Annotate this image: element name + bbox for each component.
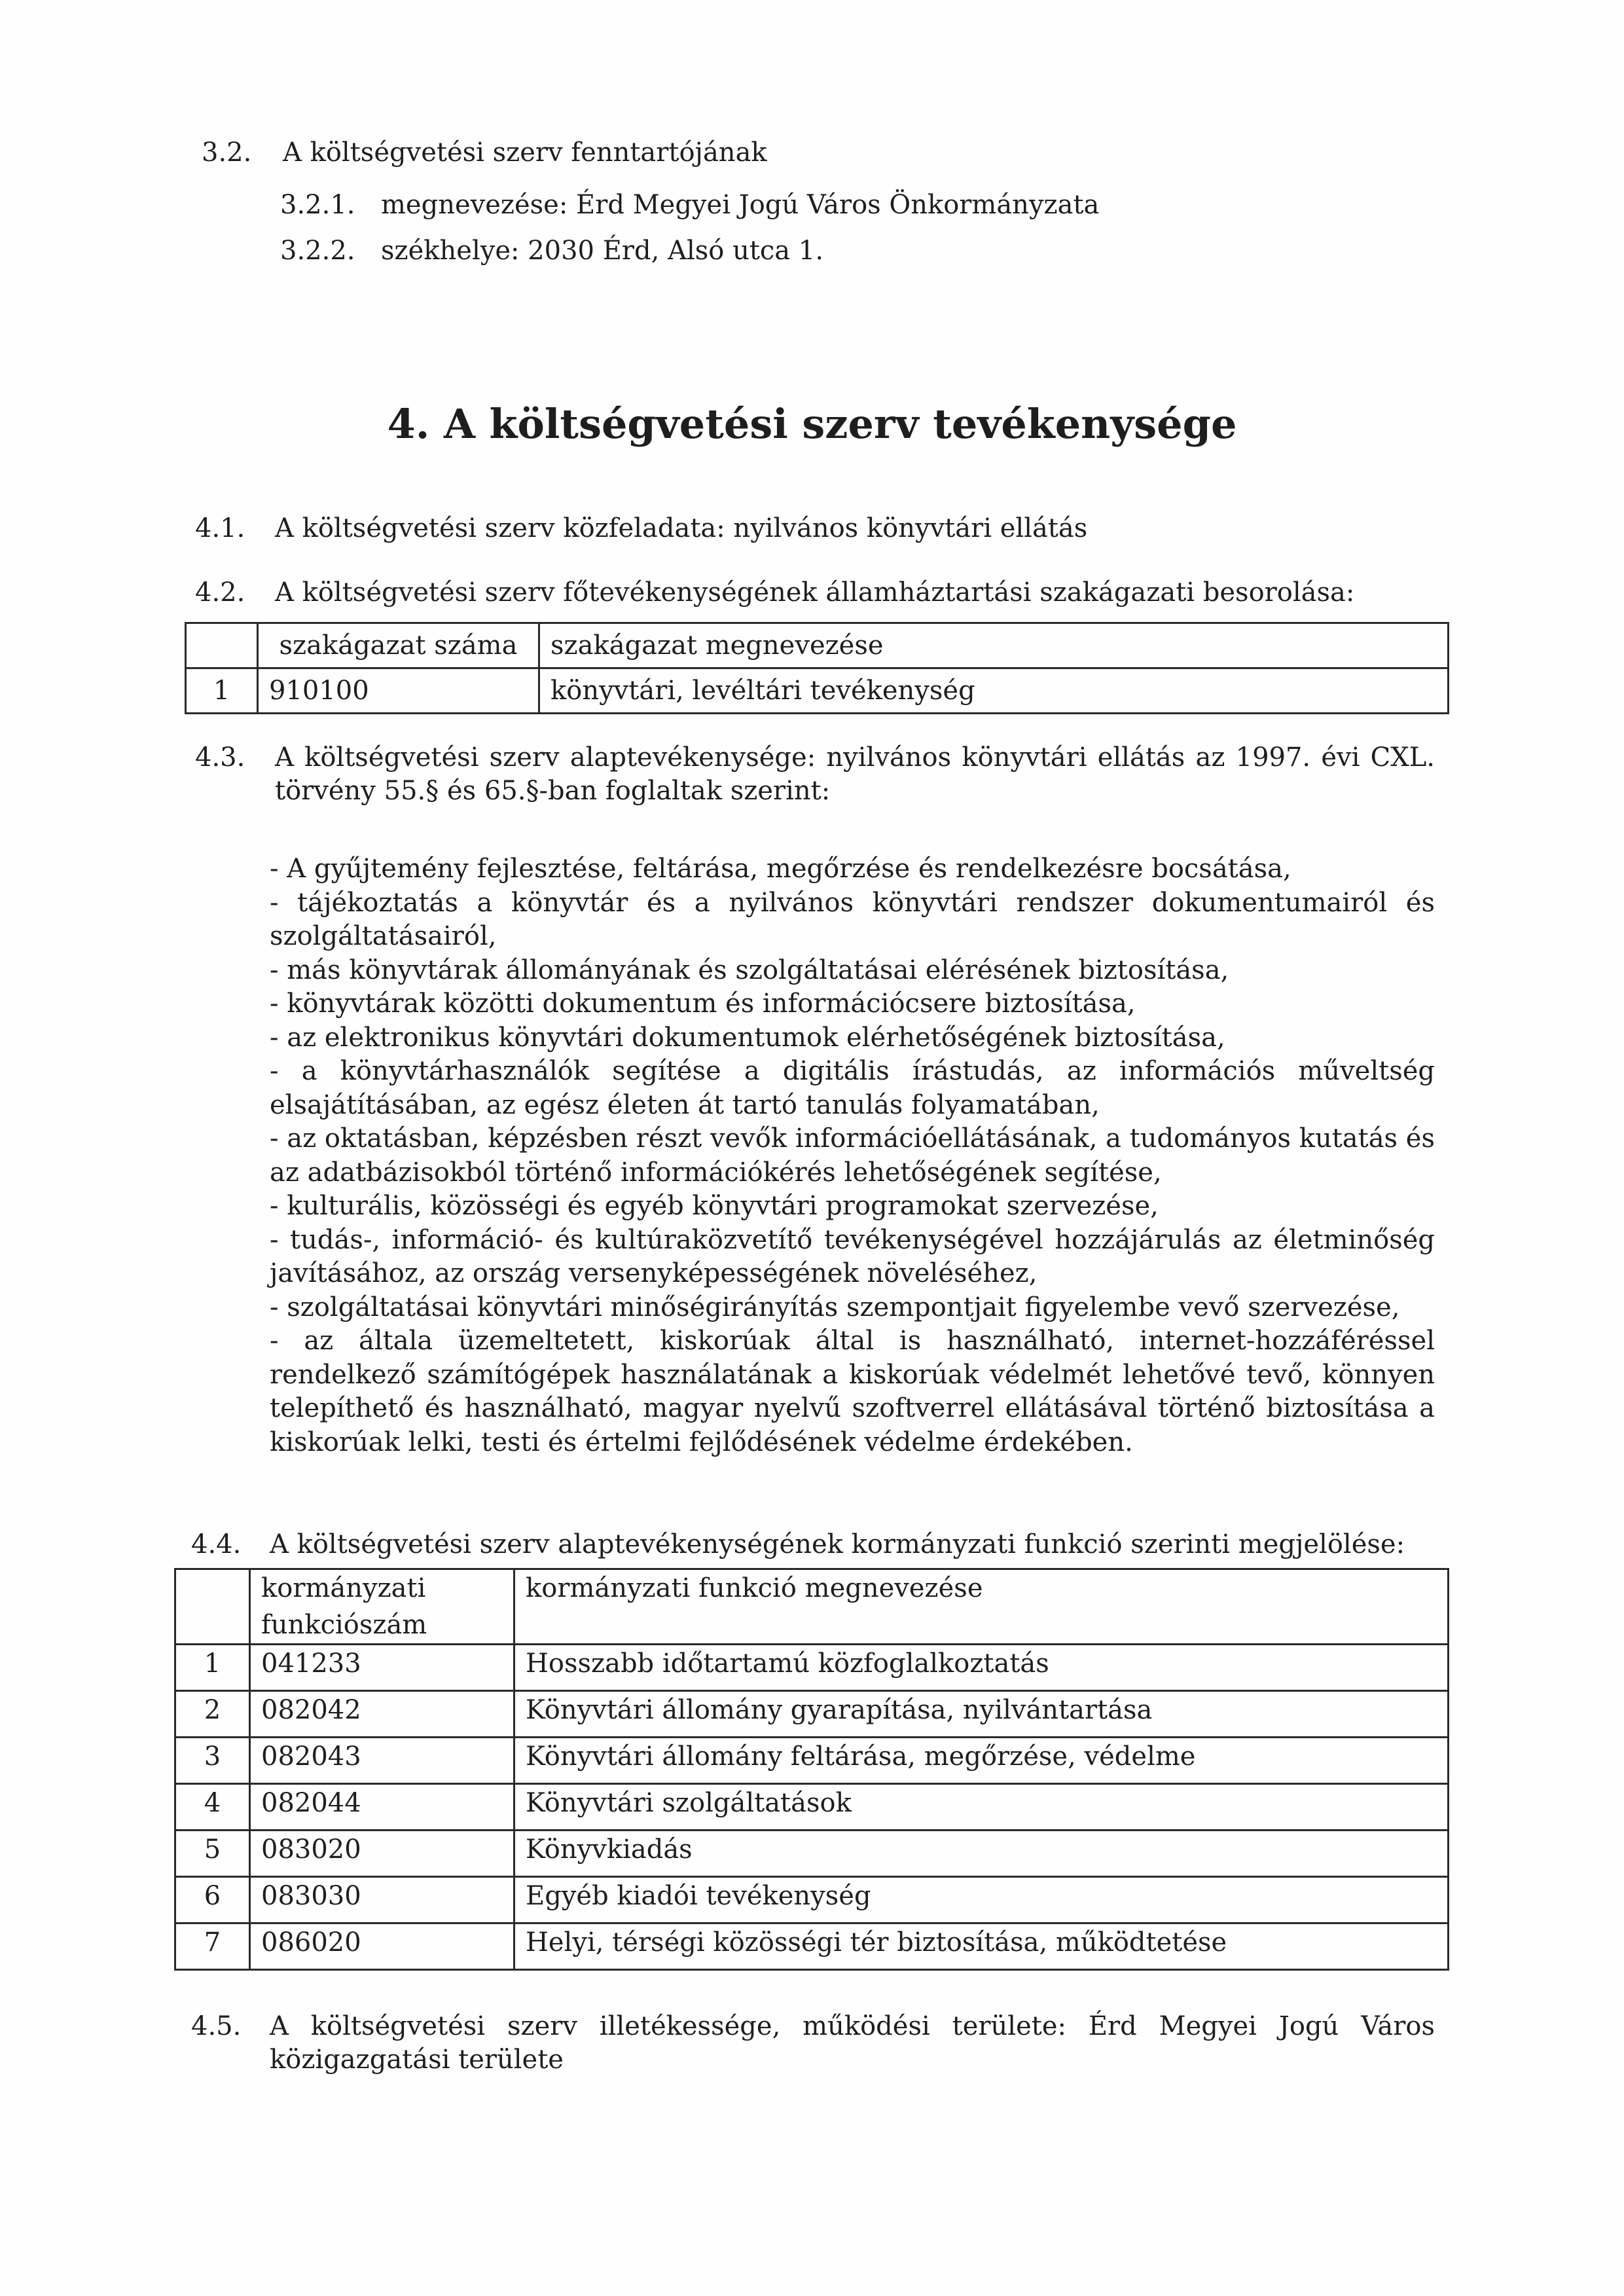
table-cell: Könyvtári állomány gyarapítása, nyilvántartása (514, 1691, 1449, 1738)
table-cell: Hosszabb időtartamú közfoglalkoztatás (514, 1645, 1449, 1691)
section-4-5-text: A költségvetési szerv illetékessége, működési területe: Érd Megyei Jogú Város közigazgatási területe (270, 2011, 1435, 2075)
list-item: - az elektronikus könyvtári dokumentumok elérhetőségének biztosítása, (270, 1022, 1225, 1053)
table-cell: 1 (175, 1645, 250, 1691)
table-cell: 1 (186, 668, 258, 714)
list-item: - A gyűjtemény fejlesztése, feltárása, megőrzése és rendelkezésre bocsátása, (270, 854, 1291, 884)
table-header-row (175, 1569, 1449, 1645)
table-cell: 4 (175, 1784, 250, 1831)
table-cell: 041233 (250, 1645, 514, 1691)
list-item: - más könyvtárak állományának és szolgáltatásai elérésének biztosítása, (270, 955, 1229, 985)
table-header-cell (186, 623, 258, 668)
list-item: - kulturális, közösségi és egyéb könyvtári programokat szervezése, (270, 1191, 1159, 1221)
list-item: - tudás-, információ- és kultúraközvetítő tevékenységével hozzájárulás az életminőség javításához, az ország versenyképességének növeléséhez, (270, 1224, 1435, 1288)
table-row (175, 1923, 1449, 1970)
list-item: - az oktatásban, képzésben részt vevők információellátásának, a tudományos kutatás és az adatbázisokból történő információkérés lehetőségének segítése, (270, 1123, 1435, 1188)
table-row (175, 1784, 1449, 1831)
section-4-1-text: A költségvetési szerv közfeladata: nyilvános könyvtári ellátás (275, 513, 1088, 543)
table-row (175, 1831, 1449, 1877)
section-4-3-text: A költségvetési szerv alaptevékenysége: nyilvános könyvtári ellátás az 1997. évi CXL. törvény 55.§ és 65.§-ban foglaltak szerint: (275, 742, 1435, 806)
table-cell: Helyi, térségi közösségi tér biztosítása, működtetése (514, 1923, 1449, 1970)
table-header-row (186, 623, 1449, 668)
activity-classification-table (185, 622, 1449, 714)
table-cell: Könyvkiadás (514, 1831, 1449, 1877)
section-4-2-text: A költségvetési szerv főtevékenységének államháztartási szakágazati besorolása: (275, 577, 1355, 608)
chapter-4-heading: 4. A költségvetési szerv tevékenysége (387, 400, 1237, 448)
table-header-cell: szakágazat száma (258, 623, 539, 668)
table-cell: 6 (175, 1877, 250, 1923)
section-3-2-2-text: székhelye: 2030 Érd, Alsó utca 1. (381, 236, 824, 266)
section-4-4-text: A költségvetési szerv alaptevékenységének kormányzati funkció szerinti megjelölése: (270, 1529, 1405, 1559)
list-item: - tájékoztatás a könyvtár és a nyilvános könyvtári rendszer dokumentumairól és szolgáltatásairól, (270, 887, 1435, 951)
table-row (175, 1645, 1449, 1691)
table-cell: 2 (175, 1691, 250, 1738)
table-cell: Könyvtári szolgáltatások (514, 1784, 1449, 1831)
section-4-4-number: 4.4. (191, 1529, 242, 1559)
table-cell: 086020 (250, 1923, 514, 1970)
core-activities-list (270, 852, 1435, 1459)
table-row (175, 1691, 1449, 1738)
section-3-2-1-number: 3.2.1. (280, 190, 355, 220)
section-4-2-number: 4.2. (195, 577, 245, 608)
table-header-cell: szakágazat megnevezése (539, 623, 1449, 668)
government-function-table (174, 1568, 1449, 1971)
table-cell: könyvtári, levéltári tevékenység (539, 668, 1449, 714)
list-item: - szolgáltatásai könyvtári minőségirányítás szempontjait figyelembe vevő szervezése, (270, 1292, 1400, 1322)
section-3-2-title: A költségvetési szerv fenntartójának (283, 137, 767, 168)
table-cell: Egyéb kiadói tevékenység (514, 1877, 1449, 1923)
table-header-cell: kormányzati funkció megnevezése (514, 1569, 1449, 1645)
table-header-cell: kormányzati funkciószám (250, 1569, 514, 1645)
table-cell: 5 (175, 1831, 250, 1877)
list-item: - az általa üzemeltetett, kiskorúak által is használható, internet-hozzáféréssel rendelkező számítógépek használatának a kiskorúak védelmét lehetővé tevő, könnyen telepíthető és használható, magyar nyelvű szoftverrel ellátásával történő biztosítása a kiskorúak lelki, testi és értelmi fejlődésének védelme érdekében. (270, 1326, 1435, 1457)
table-cell: 082042 (250, 1691, 514, 1738)
section-4-5-number: 4.5. (191, 2011, 242, 2041)
section-3-2-1-text: megnevezése: Érd Megyei Jogú Város Önkormányzata (381, 190, 1100, 220)
table-header-cell (175, 1569, 250, 1645)
table-cell: 082043 (250, 1738, 514, 1784)
table-cell: 083030 (250, 1877, 514, 1923)
table-cell: Könyvtári állomány feltárása, megőrzése, védelme (514, 1738, 1449, 1784)
table-cell: 083020 (250, 1831, 514, 1877)
list-item: - könyvtárak közötti dokumentum és információcsere biztosítása, (270, 989, 1136, 1019)
section-3-2-number: 3.2. (202, 137, 252, 168)
table-cell: 3 (175, 1738, 250, 1784)
table-cell: 910100 (258, 668, 539, 714)
list-item: - a könyvtárhasználók segítése a digitális írástudás, az információs műveltség elsajátításában, az egész életen át tartó tanulás folyamatában, (270, 1056, 1435, 1120)
table-cell: 7 (175, 1923, 250, 1970)
table-cell: 082044 (250, 1784, 514, 1831)
table-row (175, 1738, 1449, 1784)
section-4-3-number: 4.3. (195, 742, 245, 773)
section-4-1-number: 4.1. (195, 513, 245, 543)
table-row (175, 1877, 1449, 1923)
section-3-2-2-number: 3.2.2. (280, 236, 355, 266)
table-row (186, 668, 1449, 714)
